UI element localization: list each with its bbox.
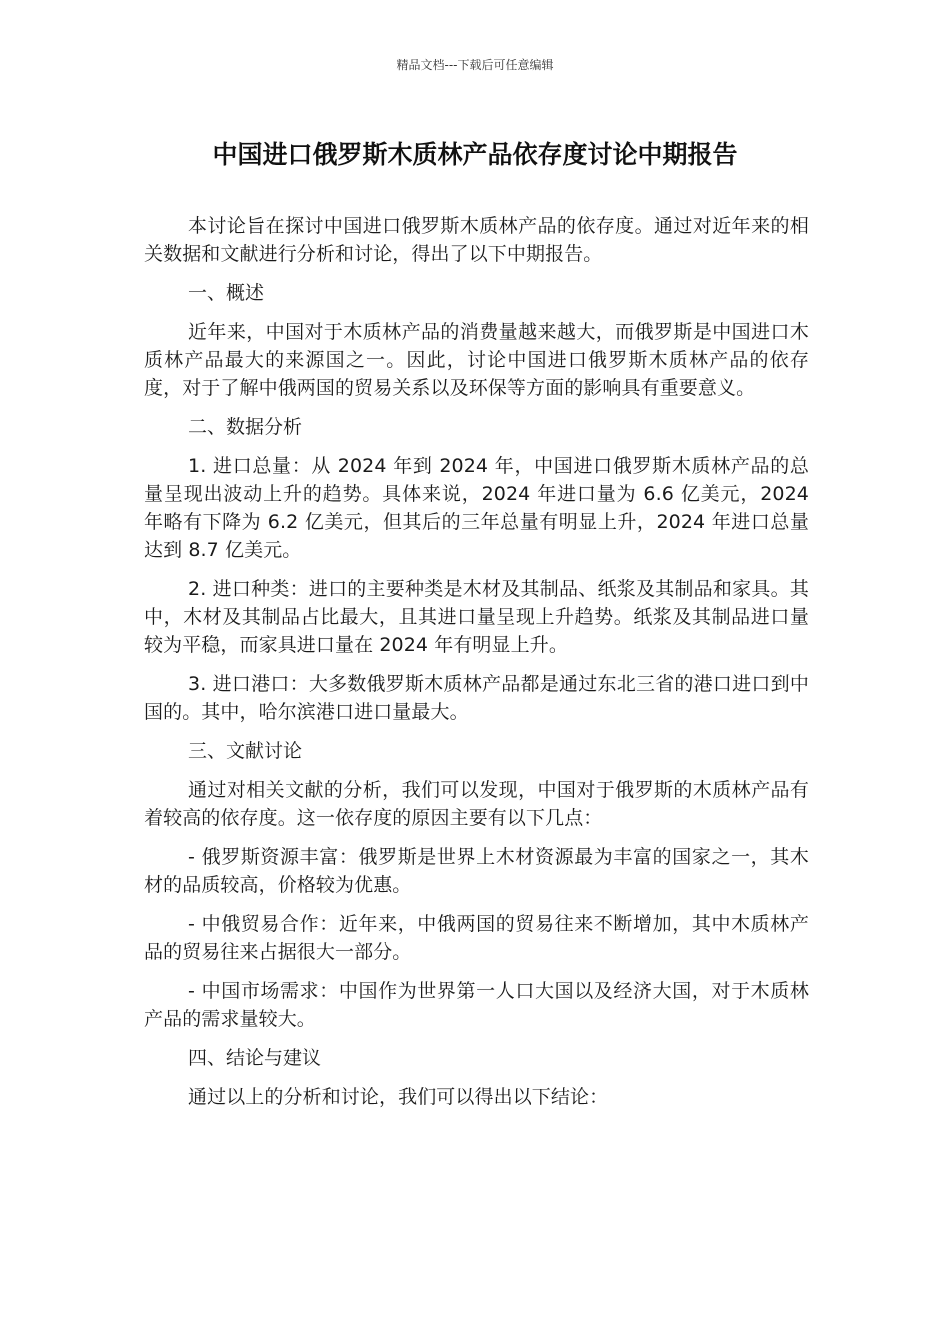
reason-resources-item: - 俄罗斯资源丰富：俄罗斯是世界上木材资源最为丰富的国家之一，其木材的品质较高，价格较为优惠。 [144, 846, 809, 896]
section-heading-literature: 三、文献讨论 [188, 740, 303, 762]
import-volume-paragraph: 1. 进口总量：从 2024 年到 2024 年，中国进口俄罗斯木质林产品的总量呈现出波动上升的趋势。具体来说，2024 年进口量为 6.6 亿美元，2024 年略有下降为 6.2 亿美元，但其后的三年总量有明显上升，2024 年进口总量达到 8.7 亿美元。 [144, 455, 809, 561]
section-heading-overview: 一、概述 [188, 282, 265, 304]
literature-paragraph: 通过对相关文献的分析，我们可以发现，中国对于俄罗斯的木质林产品有着较高的依存度。这一依存度的原因主要有以下几点： [144, 779, 809, 829]
overview-paragraph: 近年来，中国对于木质林产品的消费量越来越大，而俄罗斯是中国进口木质林产品最大的来源国之一。因此，讨论中国进口俄罗斯木质林产品的依存度，对于了解中俄两国的贸易关系以及环保等方面的影响具有重要意义。 [144, 321, 809, 399]
reason-trade-item: - 中俄贸易合作：近年来，中俄两国的贸易往来不断增加，其中木质林产品的贸易往来占据很大一部分。 [144, 913, 809, 963]
section-heading-conclusion: 四、结论与建议 [188, 1047, 322, 1069]
import-category-paragraph: 2. 进口种类：进口的主要种类是木材及其制品、纸浆及其制品和家具。其中，木材及其制品占比最大，且其进口量呈现上升趋势。纸浆及其制品进口量较为平稳，而家具进口量在 2024 年有明显上升。 [144, 578, 809, 656]
document-title: 中国进口俄罗斯木质林产品依存度讨论中期报告 [212, 140, 738, 169]
conclusion-paragraph: 通过以上的分析和讨论，我们可以得出以下结论： [188, 1086, 609, 1108]
header-note: 精品文档---下载后可任意编辑 [396, 58, 554, 72]
import-port-paragraph: 3. 进口港口：大多数俄罗斯木质林产品都是通过东北三省的港口进口到中国的。其中，哈尔滨港口进口量最大。 [144, 673, 809, 723]
document-body [144, 212, 809, 1122]
section-heading-data-analysis: 二、数据分析 [188, 416, 303, 438]
intro-paragraph: 本讨论旨在探讨中国进口俄罗斯木质林产品的依存度。通过对近年来的相关数据和文献进行分析和讨论，得出了以下中期报告。 [144, 215, 809, 265]
reason-demand-item: - 中国市场需求：中国作为世界第一人口大国以及经济大国，对于木质林产品的需求量较大。 [144, 980, 809, 1030]
